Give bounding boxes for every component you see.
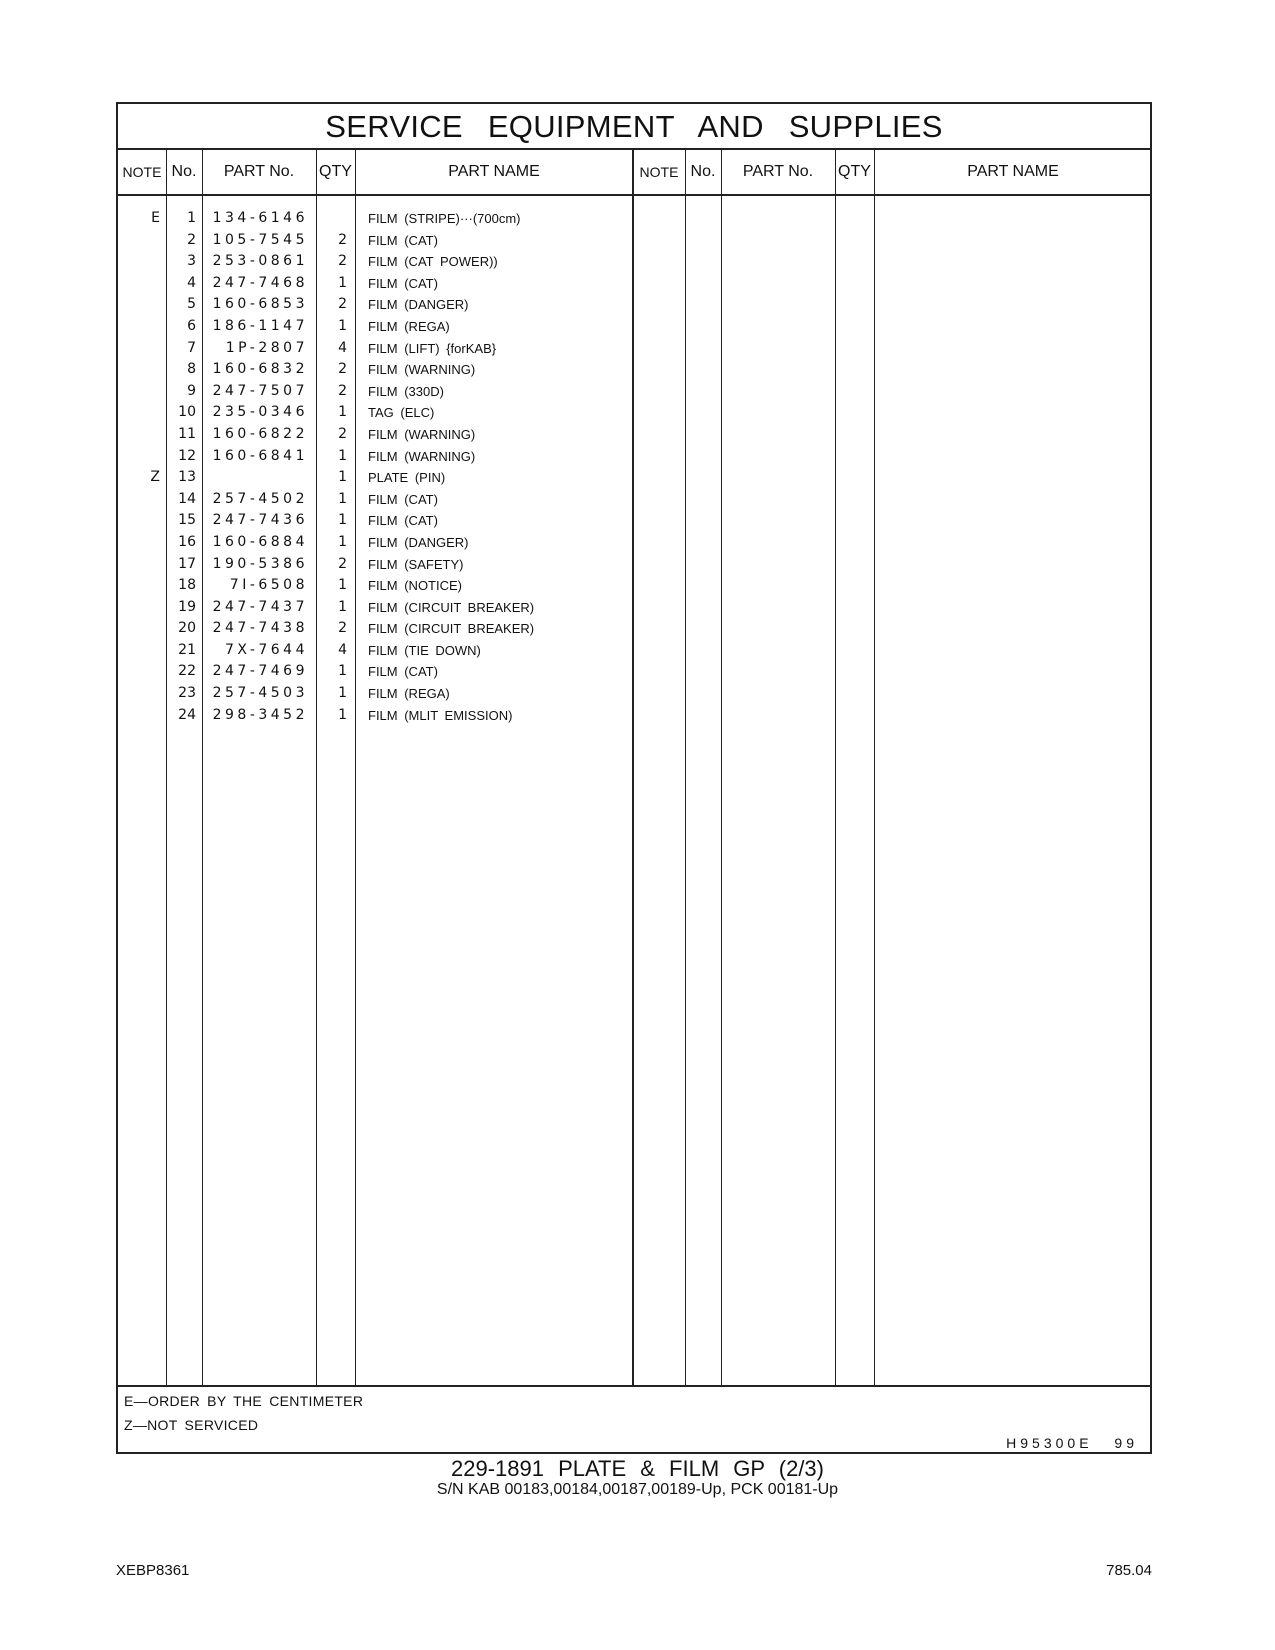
row-number: 2 — [187, 231, 196, 248]
row-quantity: 1 — [338, 685, 347, 702]
row-part-name: FILM (DANGER) — [368, 297, 469, 313]
row-part-number: 7I-6508 — [229, 577, 308, 594]
row-number: 11 — [178, 425, 196, 442]
row-part-number: 298-3452 — [212, 706, 308, 723]
row-quantity: 1 — [338, 274, 347, 291]
table-row — [118, 402, 1150, 424]
table-row — [118, 683, 1150, 705]
row-part-name: FILM (WARNING) — [368, 362, 476, 378]
row-part-number: 257-4502 — [212, 490, 308, 507]
col-partname-left: PART NAME — [448, 163, 540, 180]
row-part-number: 105-7545 — [212, 231, 308, 248]
footnotes-area — [118, 1385, 1150, 1454]
row-part-number: 247-7507 — [212, 382, 308, 399]
row-number: 15 — [178, 512, 196, 529]
row-part-number: 247-7436 — [212, 512, 308, 529]
row-quantity: 1 — [338, 663, 347, 680]
row-number: 8 — [187, 361, 196, 378]
row-number: 23 — [178, 685, 196, 702]
table-row — [118, 273, 1150, 295]
table-row — [118, 230, 1150, 252]
row-part-name: FILM (REGA) — [368, 318, 450, 334]
row-note: Z — [150, 469, 160, 486]
page-number: 785.04 — [1106, 1562, 1152, 1579]
row-part-name: FILM (CAT) — [368, 664, 438, 680]
row-number: 1 — [187, 210, 196, 226]
row-part-number: 7X-7644 — [225, 641, 308, 658]
row-part-name: FILM (CAT) — [368, 491, 438, 507]
table-row — [118, 489, 1150, 511]
row-part-number: 134-6146 — [212, 210, 308, 226]
table-row — [118, 338, 1150, 360]
document-id: XEBP8361 — [116, 1562, 190, 1579]
table-row — [118, 316, 1150, 338]
column-header-row — [118, 150, 1150, 196]
row-quantity: 2 — [338, 555, 347, 572]
col-no-left: No. — [171, 163, 197, 180]
row-number: 9 — [187, 382, 196, 399]
row-part-name: FILM (WARNING) — [368, 426, 476, 442]
row-part-name: FILM (SAFETY) — [368, 556, 464, 572]
table-row — [118, 510, 1150, 532]
table-row — [118, 359, 1150, 381]
row-part-number: 235-0346 — [212, 404, 308, 421]
row-quantity: 2 — [338, 361, 347, 378]
col-note-left: NOTE — [122, 164, 162, 180]
parts-list — [118, 208, 1150, 726]
table-row — [118, 251, 1150, 273]
row-part-number: 253-0861 — [212, 253, 308, 270]
row-part-number: 247-7469 — [212, 663, 308, 680]
row-part-name: FILM (STRIPE)···(700cm) — [368, 211, 521, 226]
table-row — [118, 446, 1150, 468]
serial-caption: S/N KAB 00183,00184,00187,00189-Up, PCK 00181-Up — [436, 1481, 839, 1498]
row-quantity: 1 — [338, 533, 347, 550]
row-quantity: 1 — [338, 512, 347, 529]
row-quantity: 4 — [338, 339, 347, 356]
table-title: SERVICE EQUIPMENT AND SUPPLIES — [118, 104, 1150, 150]
parts-table-frame — [116, 102, 1152, 1454]
row-part-number: 1P-2807 — [225, 339, 308, 356]
row-number: 13 — [178, 469, 196, 486]
row-part-number: 186-1147 — [212, 317, 308, 334]
footnote-e: E—ORDER BY THE CENTIMETER — [124, 1393, 364, 1409]
table-row — [118, 661, 1150, 683]
row-part-number: 247-7468 — [212, 274, 308, 291]
row-quantity: 1 — [338, 598, 347, 615]
row-part-name: PLATE (PIN) — [368, 470, 446, 486]
row-number: 17 — [178, 555, 196, 572]
col-note-right: NOTE — [639, 164, 679, 180]
table-row — [118, 424, 1150, 446]
col-qty-left: QTY — [319, 163, 352, 180]
row-part-number: 247-7437 — [212, 598, 308, 615]
row-number: 7 — [187, 339, 196, 356]
row-part-number: 160-6853 — [212, 296, 308, 313]
table-row — [118, 467, 1150, 489]
row-part-name: FILM (CAT) — [368, 275, 438, 291]
sheet-code: H95300E 99 — [1006, 1435, 1138, 1451]
row-part-number: 257-4503 — [212, 685, 308, 702]
table-row — [118, 597, 1150, 619]
row-part-name: FILM (CIRCUIT BREAKER) — [368, 621, 535, 637]
row-number: 16 — [178, 533, 196, 550]
row-part-name: FILM (TIE DOWN) — [368, 642, 481, 658]
row-part-name: FILM (CAT) — [368, 232, 438, 248]
row-quantity: 4 — [338, 641, 347, 658]
row-quantity: 2 — [338, 253, 347, 270]
row-quantity: 1 — [338, 490, 347, 507]
row-number: 22 — [178, 663, 196, 680]
row-number: 5 — [187, 296, 196, 313]
row-part-name: FILM (CAT POWER)) — [368, 254, 498, 270]
row-quantity: 1 — [338, 317, 347, 334]
footnote-z: Z—NOT SERVICED — [124, 1417, 259, 1433]
row-number: 21 — [178, 641, 196, 658]
table-row — [118, 640, 1150, 662]
row-quantity: 1 — [338, 469, 347, 486]
row-quantity: 1 — [338, 447, 347, 464]
row-part-name: FILM (CAT) — [368, 513, 438, 529]
row-quantity: 2 — [338, 425, 347, 442]
row-quantity: 1 — [338, 706, 347, 723]
row-number: 6 — [187, 317, 196, 334]
row-part-name: FILM (REGA) — [368, 686, 450, 702]
table-row — [118, 208, 1150, 230]
row-quantity: 2 — [338, 382, 347, 399]
col-no-right: No. — [690, 163, 716, 180]
row-quantity: 2 — [338, 296, 347, 313]
row-part-number: 160-6884 — [212, 533, 308, 550]
row-number: 14 — [178, 490, 196, 507]
col-partno-left: PART No. — [223, 163, 295, 180]
row-part-number: 160-6822 — [212, 425, 308, 442]
row-quantity: 1 — [338, 404, 347, 421]
row-note: E — [151, 210, 160, 226]
table-row — [118, 618, 1150, 640]
row-part-name: FILM (NOTICE) — [368, 578, 462, 594]
row-part-number: 190-5386 — [212, 555, 308, 572]
row-number: 10 — [178, 404, 196, 421]
col-qty-right: QTY — [838, 163, 871, 180]
col-partname-right: PART NAME — [967, 163, 1059, 180]
row-number: 24 — [178, 706, 196, 723]
row-number: 4 — [187, 274, 196, 291]
row-quantity: 1 — [338, 577, 347, 594]
row-quantity: 2 — [338, 620, 347, 637]
table-row — [118, 294, 1150, 316]
row-part-name: FILM (330D) — [368, 383, 444, 399]
row-part-number: 160-6832 — [212, 361, 308, 378]
row-part-name: FILM (CIRCUIT BREAKER) — [368, 599, 535, 615]
row-part-number: 247-7438 — [212, 620, 308, 637]
row-number: 20 — [178, 620, 196, 637]
row-part-name: TAG (ELC) — [368, 405, 435, 421]
row-part-name: FILM (MLIT EMISSION) — [368, 707, 513, 723]
row-part-name: FILM (DANGER) — [368, 534, 469, 550]
row-part-name: FILM (WARNING) — [368, 448, 476, 464]
row-quantity: 2 — [338, 231, 347, 248]
col-partno-right: PART No. — [742, 163, 814, 180]
row-part-number: 160-6841 — [212, 447, 308, 464]
row-part-name: FILM (LIFT) {forKAB} — [368, 340, 497, 356]
row-number: 19 — [178, 598, 196, 615]
table-row — [118, 532, 1150, 554]
row-number: 12 — [178, 447, 196, 464]
table-row — [118, 575, 1150, 597]
table-row — [118, 554, 1150, 576]
group-caption: 229-1891 PLATE & FILM GP (2/3) — [450, 1456, 824, 1481]
table-row — [118, 381, 1150, 403]
row-number: 3 — [187, 253, 196, 270]
table-row — [118, 705, 1150, 727]
row-number: 18 — [178, 577, 196, 594]
